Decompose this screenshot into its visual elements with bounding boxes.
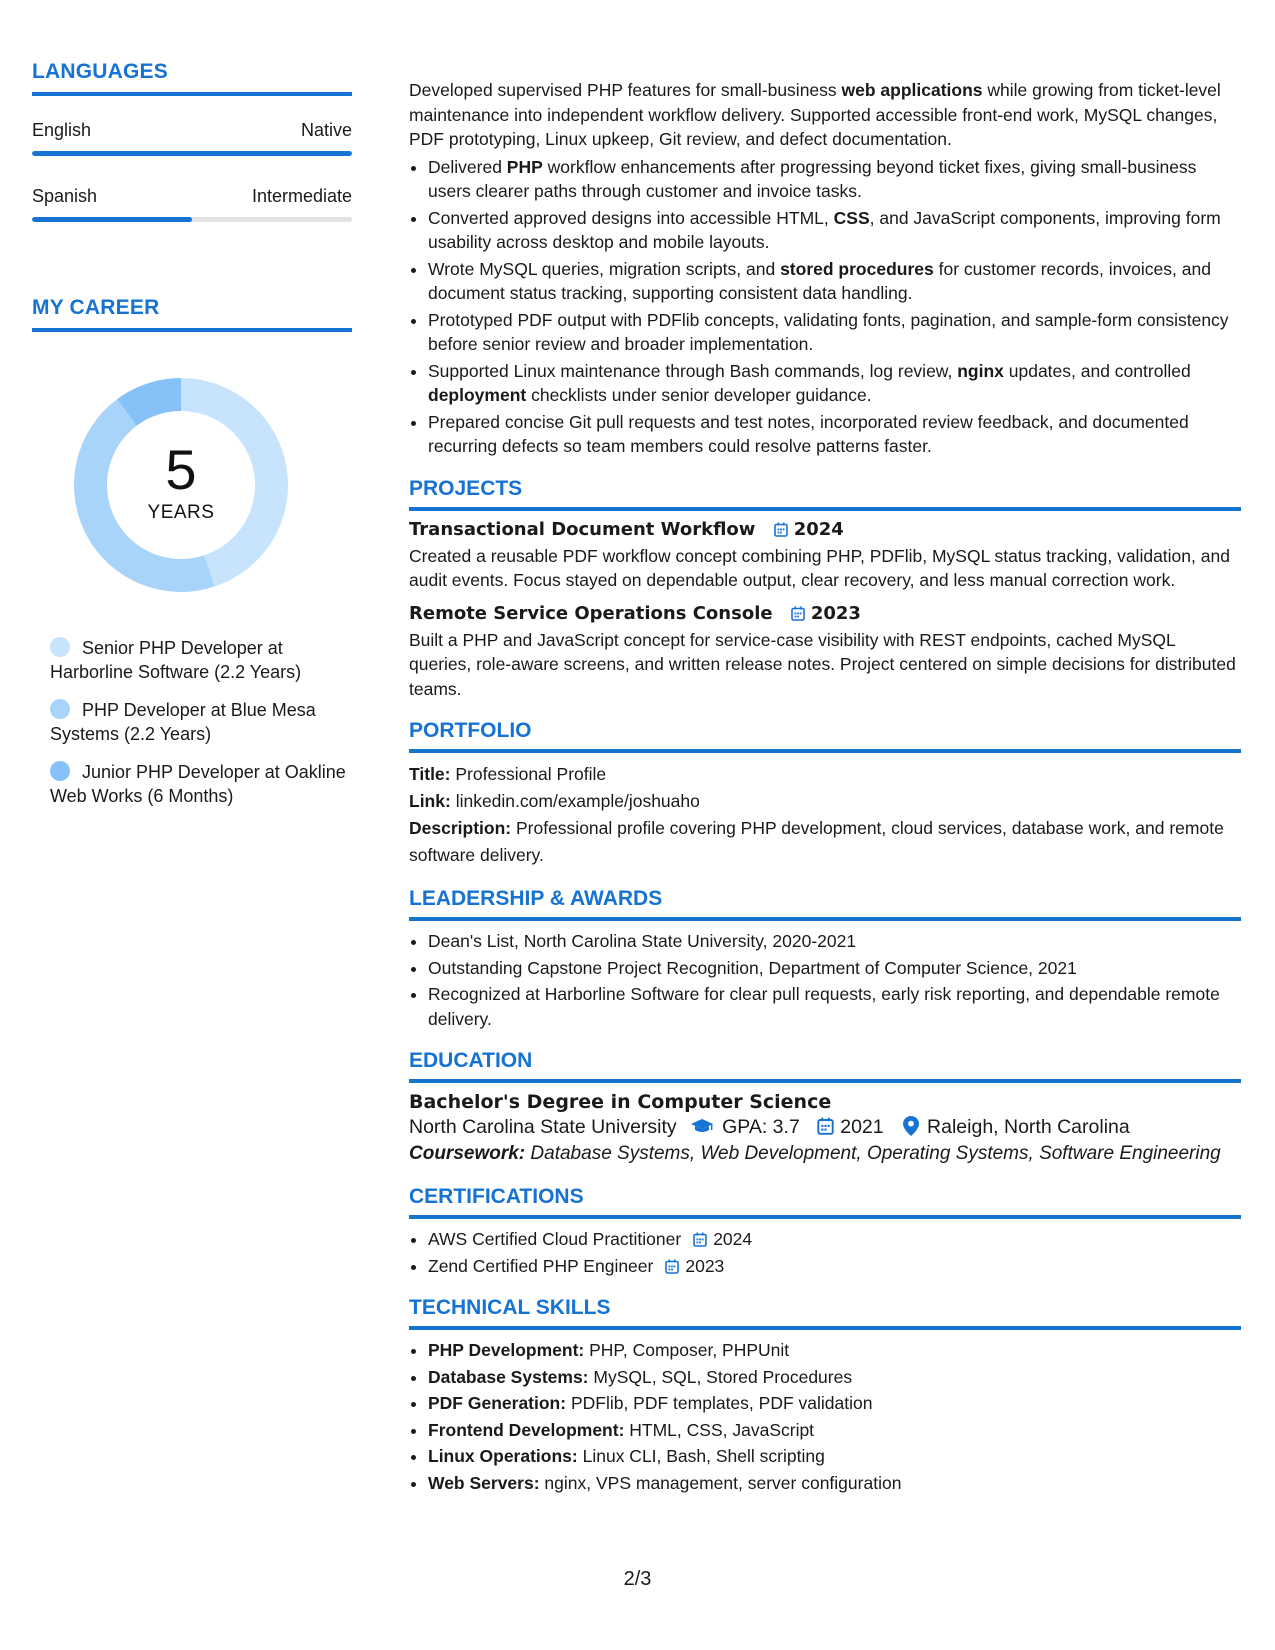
project-item [409, 519, 1241, 593]
project-title: Remote Service Operations Console [409, 602, 773, 624]
career-legend-label: PHP Developer at Blue Mesa Systems (2.2 Years) [50, 700, 316, 744]
project-title-row [409, 603, 1241, 624]
gpa: GPA: 3.7 [722, 1116, 800, 1138]
awards-list [409, 929, 1241, 1031]
project-year: 2024 [793, 518, 844, 540]
projects-section [409, 477, 1241, 702]
career-heading: MY CAREER [32, 296, 352, 332]
project-title: Transactional Document Workflow [409, 518, 756, 540]
award-item: • Dean's List, North Carolina State University, 2020-2021 [428, 929, 1241, 954]
experience-bullet: • Wrote MySQL queries, migration scripts, and stored procedures for customer records, invoices, and document status tracking, supporting consistent data handling. [428, 257, 1241, 306]
experience-bullet: • Prepared concise Git pull requests and test notes, incorporated review feedback, and documented recurring defects so team members could resolve patterns faster. [428, 410, 1241, 459]
language-item [32, 186, 352, 222]
education-section [409, 1049, 1241, 1167]
career-legend-item [50, 698, 352, 746]
award-item: • Outstanding Capstone Project Recognition, Department of Computer Science, 2021 [428, 956, 1241, 981]
calendar-icon [817, 1117, 834, 1135]
awards-heading: LEADERSHIP & AWARDS [409, 887, 1241, 921]
projects-heading: PROJECTS [409, 477, 1241, 511]
skills-list [409, 1338, 1241, 1495]
career-total [66, 438, 296, 524]
legend-dot-icon [50, 761, 70, 781]
language-level-fill [32, 217, 192, 222]
certifications-section [409, 1185, 1241, 1278]
experience-bullet: • Supported Linux maintenance through Bash commands, log review, nginx updates, and controlled deployment checklists under senior developer guidance. [428, 359, 1241, 408]
language-level-bar [32, 217, 352, 222]
languages-heading: LANGUAGES [32, 60, 352, 96]
project-item [409, 603, 1241, 702]
project-description: Built a PHP and JavaScript concept for service-case visibility with REST endpoints, cached MySQL queries, role-aware screens, and written release notes. Project centered on simple decisions for distributed teams. [409, 629, 1236, 699]
coursework: Coursework: Database Systems, Web Development, Operating Systems, Software Engineering [409, 1143, 1221, 1164]
experience-bullet: • Converted approved designs into accessible HTML, CSS, and JavaScript components, improving form usability across desktop and mobile layouts. [428, 206, 1241, 255]
location-pin-icon [903, 1116, 919, 1136]
language-level-fill [32, 151, 352, 156]
certification-item: • AWS Certified Cloud Practitioner 2024 [428, 1227, 1241, 1252]
degree-title: Bachelor's Degree in Computer Science [409, 1091, 832, 1113]
education-heading: EDUCATION [409, 1049, 1241, 1083]
experience-bullets [409, 155, 1241, 459]
main-content [409, 78, 1241, 1497]
portfolio-description: Description: Professional profile covering PHP development, cloud services, database work, and remote software delivery. [409, 818, 1224, 865]
education-details [409, 1113, 1241, 1141]
portfolio-heading: PORTFOLIO [409, 719, 1241, 753]
award-item: • Recognized at Harborline Software for clear pull requests, early risk reporting, and dependable remote delivery. [428, 982, 1241, 1031]
project-description: Created a reusable PDF workflow concept combining PHP, PDFlib, MySQL status tracking, validation, and audit events. Focus stayed on dependable output, clear recovery, and less manual correction work. [409, 545, 1230, 590]
portfolio-link[interactable]: Link: linkedin.com/example/joshuaho [409, 791, 700, 811]
skills-heading: TECHNICAL SKILLS [409, 1296, 1241, 1330]
portfolio-title: Title: Professional Profile [409, 764, 607, 784]
career-legend-label: Senior PHP Developer at Harborline Software (2.2 Years) [50, 638, 302, 682]
certification-item: • Zend Certified PHP Engineer 2023 [428, 1254, 1241, 1279]
career-legend-item [50, 636, 352, 684]
language-level: Native [300, 120, 352, 140]
page-number: 2/3 [623, 1568, 652, 1590]
calendar-icon [693, 1232, 707, 1247]
language-name: Spanish [32, 186, 98, 206]
awards-section [409, 887, 1241, 1031]
career-legend-item [50, 760, 352, 808]
legend-dot-icon [50, 637, 70, 657]
skills-section [409, 1296, 1241, 1495]
language-level-bar [32, 151, 352, 156]
calendar-icon [665, 1259, 679, 1274]
project-year: 2023 [810, 602, 861, 624]
calendar-icon [774, 522, 788, 537]
summary-emphasis: web applications [841, 80, 983, 100]
career-legend-label: Junior PHP Developer at Oakline Web Works (6 Months) [50, 762, 346, 806]
career-total-unit: YEARS [147, 502, 215, 523]
skill-item: • PHP Development: PHP, Composer, PHPUnit [428, 1338, 1241, 1363]
sidebar [32, 60, 352, 822]
experience-summary [409, 78, 1241, 152]
summary-text: Developed supervised PHP features for small-business [409, 80, 842, 100]
legend-dot-icon [50, 699, 70, 719]
certifications-list [409, 1227, 1241, 1278]
skill-item: • Web Servers: nginx, VPS management, server configuration [428, 1471, 1241, 1496]
career-total-number: 5 [165, 438, 197, 501]
experience-bullet: • Delivered PHP workflow enhancements after progressing beyond ticket fixes, giving small-business users clearer paths through customer and invoice tasks. [428, 155, 1241, 204]
certifications-heading: CERTIFICATIONS [409, 1185, 1241, 1219]
school-name: North Carolina State University [409, 1116, 677, 1138]
calendar-icon [791, 606, 805, 621]
career-legend [32, 636, 352, 808]
language-level: Intermediate [251, 186, 352, 206]
skill-item: • PDF Generation: PDFlib, PDF templates, PDF validation [428, 1391, 1241, 1416]
school-location: Raleigh, North Carolina [927, 1116, 1130, 1138]
skill-item: • Frontend Development: HTML, CSS, JavaScript [428, 1418, 1241, 1443]
language-item [32, 120, 352, 156]
career-donut-chart [66, 370, 296, 600]
summary-text: while growing from ticket-level maintenance into independent workflow delivery. Supported accessible front-end work, MySQL changes, PDF prototyping, Linux upkeep, Git review, and defect documentation. [409, 80, 1221, 149]
language-name: English [32, 120, 92, 140]
portfolio-section [409, 719, 1241, 869]
graduation-year: 2021 [840, 1116, 884, 1138]
skill-item: • Linux Operations: Linux CLI, Bash, Shell scripting [428, 1444, 1241, 1469]
skill-item: • Database Systems: MySQL, SQL, Stored Procedures [428, 1365, 1241, 1390]
graduation-cap-icon [690, 1118, 714, 1134]
experience-bullet: • Prototyped PDF output with PDFlib concepts, validating fonts, pagination, and sample-form consistency before senior review and broader implementation. [428, 308, 1241, 357]
project-title-row [409, 519, 1241, 540]
